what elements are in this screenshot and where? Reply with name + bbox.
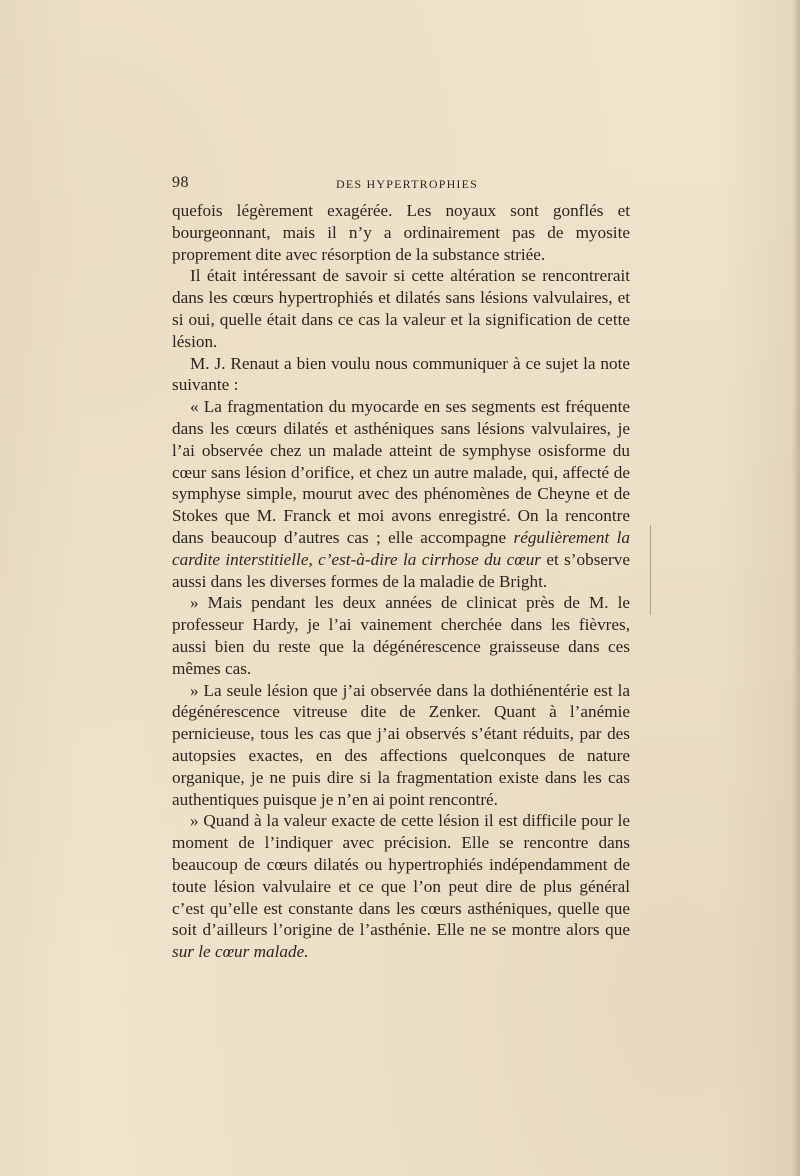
paragraph-4-emphasis: régulièrement la cardite interstitielle, c’est-à-dire la cirrhose du cœur	[172, 527, 630, 569]
page-header	[172, 174, 632, 194]
paragraph-6: » La seule lésion que j’ai observée dans la dothiénentérie est la dégénérescence vitreuse dite de Zenker. Quant à l’anémie pernicieuse, tous les cas que j’ai observés s’étant réduits, par des autopsies exactes, en des affections quelconques de nature organique, je ne puis dire si la fragmentation existe dans les cas authentiques puisque je n’en ai point rencontré.	[172, 680, 630, 809]
paragraph-4-text-a: « La fragmentation du myocarde en ses segments est fréquente dans les cœurs dilatés et asthéniques sans lésions valvulaires, je l’ai observée chez un malade atteint de symphyse osisforme du cœur sans lésion d’orifice, et chez un autre malade, qui, affecté de symphyse simple, mourut avec des phénomènes de Cheyne et de Stokes que M. Franck et moi avons enregistré. On la rencontre dans beaucoup d’autres cas ; elle accompagne	[172, 397, 630, 547]
paragraph-5: » Mais pendant les deux années de clinicat près de M. le professeur Hardy, je l’ai vainement cherchée dans les fièvres, aussi bien du reste que la dégénérescence graisseuse dans ces mêmes cas.	[172, 593, 630, 678]
paragraph-7	[172, 810, 630, 963]
paragraph-1: quefois légèrement exagérée. Les noyaux sont gonflés et bourgeonnant, mais il n’y a ordinairement pas de myosite proprement dite avec résorption de la substance striée.	[172, 201, 630, 264]
page-number: 98	[172, 174, 189, 191]
running-title: DES HYPERTROPHIES	[336, 177, 479, 191]
paragraph-4	[172, 396, 630, 592]
paragraph-3: M. J. Renaut a bien voulu nous communiquer à ce sujet la note suivante :	[172, 353, 630, 395]
paragraph-2: Il était intéressant de savoir si cette altération se rencontrerait dans les cœurs hypertrophiés et dilatés sans lésions valvulaires, et si oui, quelle était dans ce cas la valeur et la signification de cette lésion.	[172, 266, 630, 351]
paragraph-4-text-b: et s’observe aussi dans les diverses formes de la maladie de Bright.	[172, 549, 630, 591]
page-edge-shadow	[792, 0, 800, 1176]
paragraph-7-emphasis: sur le cœur malade.	[172, 942, 309, 962]
margin-pencil-mark	[650, 525, 651, 615]
body-text	[172, 200, 630, 963]
paragraph-7-text: » Quand à la valeur exacte de cette lésion il est difficile pour le moment de l’indiquer avec précision. Elle se rencontre dans beaucoup de cœurs dilatés ou hypertrophiés indépendamment de toute lésion valvulaire et ce que l’on peut dire de plus général c’est qu’elle est constante dans les cœurs asthéniques, quelle que soit d’ailleurs l’origine de l’asthénie. Elle ne se montre alors que	[172, 811, 630, 940]
